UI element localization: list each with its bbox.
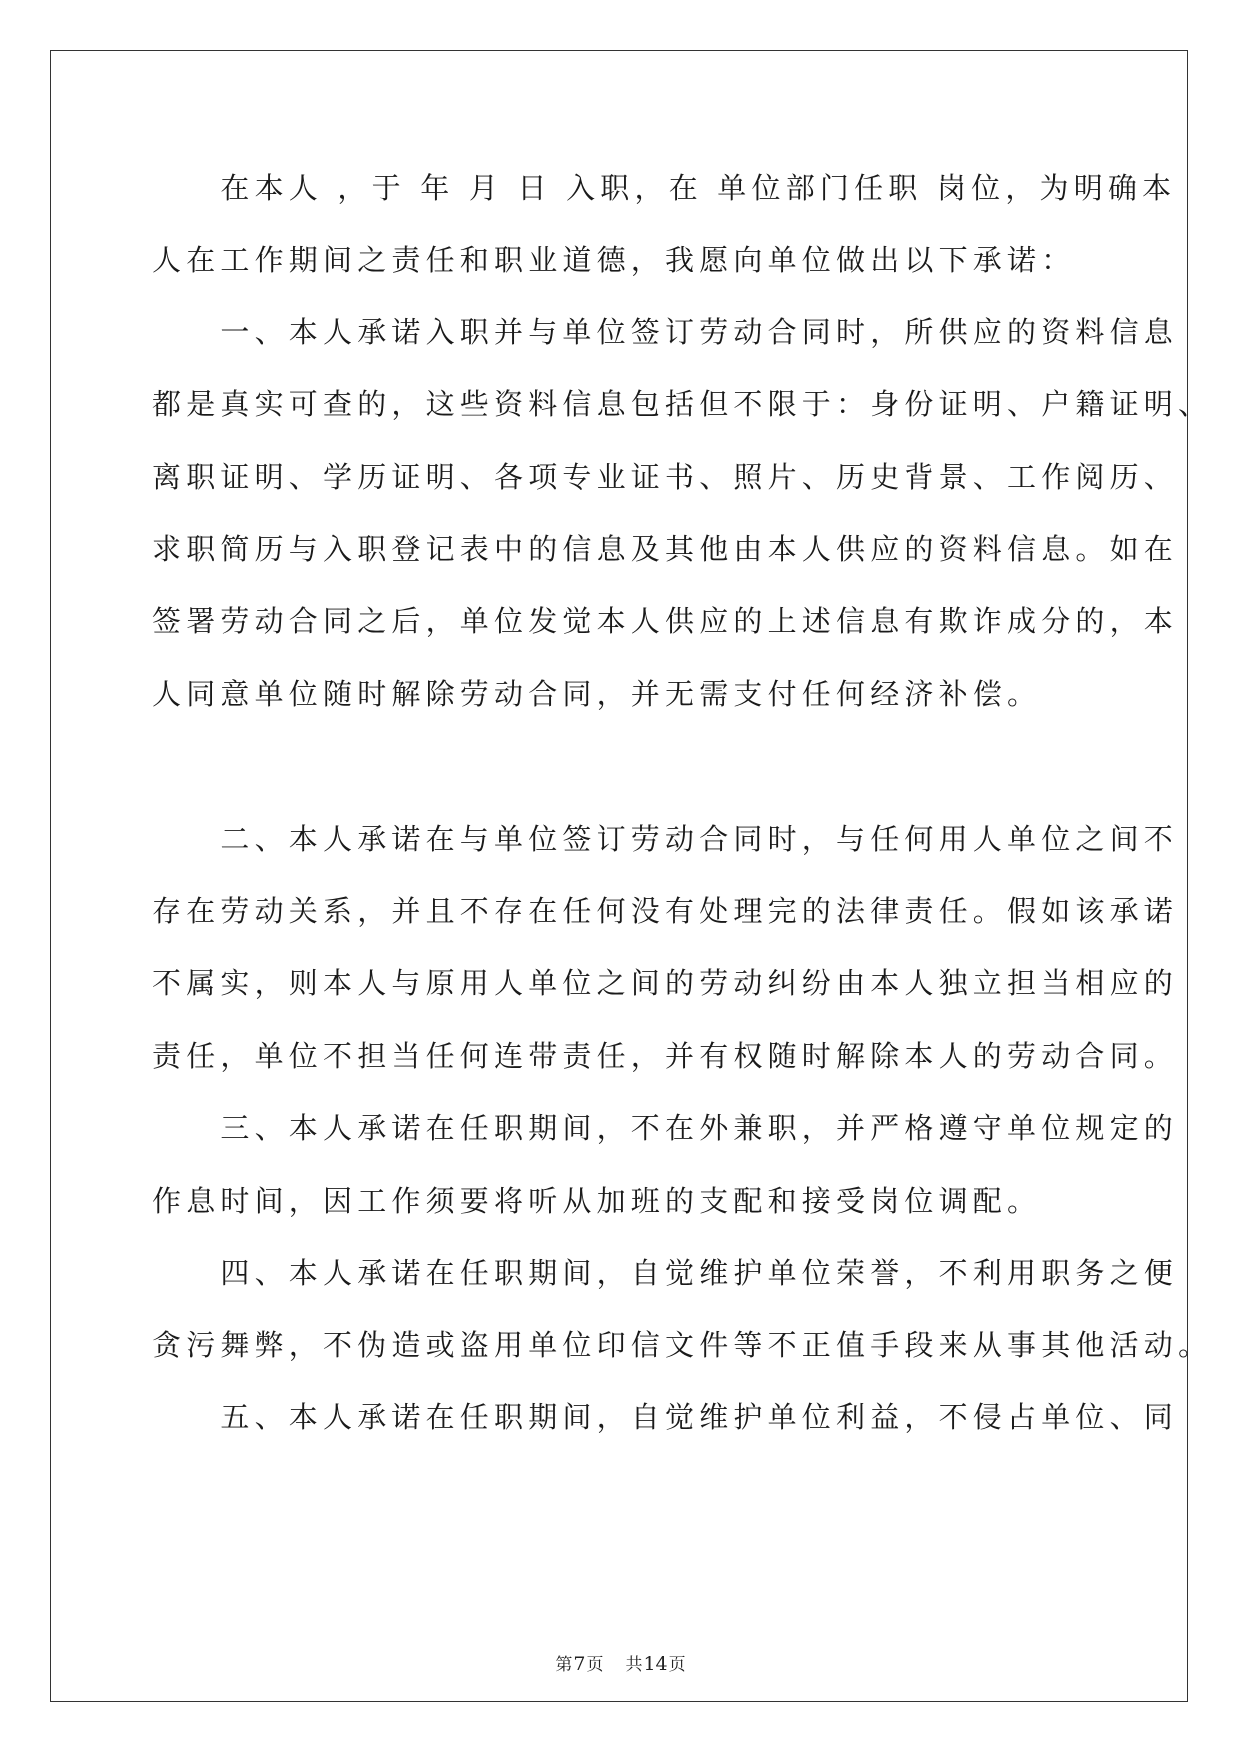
body-line: 责任，单位不担当任何连带责任，并有权随时解除本人的劳动合同。 <box>152 1039 1179 1073</box>
body-line: 一、本人承诺入职并与单位签订劳动合同时，所供应的资料信息 <box>152 315 1179 349</box>
body-line: 签署劳动合同之后，单位发觉本人供应的上述信息有欺诈成分的，本 <box>152 604 1179 638</box>
total-suffix: 页 <box>668 1655 686 1675</box>
body-line: 不属实，则本人与原用人单位之间的劳动纠纷由本人独立担当相应的 <box>152 966 1179 1000</box>
page-suffix: 页 <box>586 1655 604 1675</box>
total-pages: 14 <box>643 1653 668 1675</box>
body-line: 贪污舞弊，不伪造或盗用单位印信文件等不正值手段来从事其他活动。 <box>152 1328 1213 1362</box>
body-line: 五、本人承诺在任职期间，自觉维护单位利益，不侵占单位、同 <box>152 1400 1179 1434</box>
page-footer <box>0 1654 1241 1675</box>
body-line: 离职证明、学历证明、各项专业证书、照片、历史背景、工作阅历、 <box>152 460 1179 494</box>
body-line: 二、本人承诺在与单位签订劳动合同时，与任何用人单位之间不 <box>152 822 1179 856</box>
body-line: 作息时间，因工作须要将听从加班的支配和接受岗位调配。 <box>152 1184 1042 1218</box>
body-line: 求职简历与入职登记表中的信息及其他由本人供应的资料信息。如在 <box>152 532 1179 566</box>
page-border <box>50 50 1213 1702</box>
page-prefix: 第 <box>555 1655 573 1675</box>
body-line: 都是真实可查的，这些资料信息包括但不限于：身份证明、户籍证明、 <box>152 387 1213 421</box>
page-number: 7 <box>573 1653 586 1675</box>
body-line: 人在工作期间之责任和职业道德，我愿向单位做出以下承诺： <box>152 243 1076 277</box>
body-line: 四、本人承诺在任职期间，自觉维护单位荣誉，不利用职务之便 <box>152 1256 1179 1290</box>
body-line: 三、本人承诺在任职期间，不在外兼职，并严格遵守单位规定的 <box>152 1111 1179 1145</box>
body-line: 人同意单位随时解除劳动合同，并无需支付任何经济补偿。 <box>152 677 1042 711</box>
body-line: 在本人 ，于 年 月 日 入职，在 单位部门任职 岗位，为明确本 <box>152 171 1177 205</box>
body-line: 存在劳动关系，并且不存在任何没有处理完的法律责任。假如该承诺 <box>152 894 1179 928</box>
total-prefix: 共 <box>625 1655 643 1675</box>
